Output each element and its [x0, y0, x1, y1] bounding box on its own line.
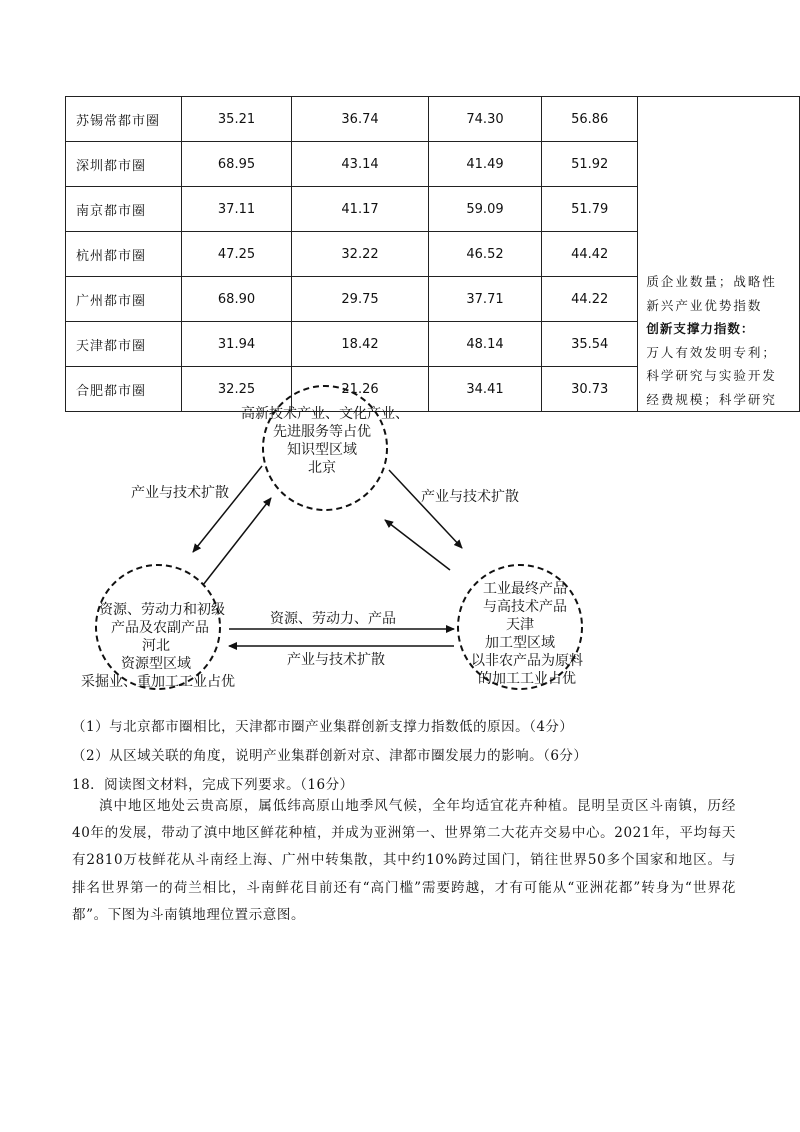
index-value-cell: 37.11 — [181, 187, 291, 232]
index-value-cell: 44.42 — [542, 232, 638, 277]
arrow-left-label: 产业与技术扩散 — [131, 485, 229, 501]
index-value-cell: 74.30 — [428, 97, 541, 142]
question-1: （1）与北京都市圈相比，天津都市圈产业集群创新支撑力指数低的原因。（4分） — [72, 719, 574, 735]
hebei-label-1: 资源、劳动力和初级 — [99, 602, 225, 618]
index-value-cell: 31.94 — [181, 322, 291, 367]
index-value-cell: 21.26 — [292, 367, 429, 412]
index-value-cell: 41.49 — [428, 142, 541, 187]
note-heading: 创新支撑力指数： — [646, 321, 755, 336]
metro-name-cell: 深圳都市圈 — [66, 142, 182, 187]
material-paragraph: 滇中地区地处云贵高原，属低纬高原山地季风气候，全年均适宜花卉种植。昆明呈贡区斗南镇，历经40年的发展，带动了滇中地区鲜花种植，并成为亚洲第一、世界第二大花卉交易中心。2021年，平均每天有2810万枝鲜花从斗南经上海、广州中转集散，其中约10%跨过国门，销往世界50多个国家和地区。与排名世界第一的荷兰相比，斗南鲜花目前还有“高门槛”需要跨越，才有可能从“亚洲花都”转身为“世界花都”。下图为斗南镇地理位置示意图。 — [72, 798, 736, 923]
metro-name-cell: 广州都市圈 — [66, 277, 182, 322]
metro-index-table — [65, 96, 800, 412]
note-line: 科学研究与实验开发 — [646, 368, 777, 383]
tianjin-label-5: 以非农产品为原料 — [471, 653, 583, 669]
note-line: 新兴产业优势指数 — [646, 297, 763, 313]
note-line: 经费规模；科学研究 — [646, 391, 777, 407]
question-18: 18．阅读图文材料，完成下列要求。（16分） — [72, 777, 354, 793]
index-value-cell: 36.74 — [292, 97, 429, 142]
index-value-cell: 56.86 — [542, 97, 638, 142]
beijing-label-3: 知识型区域 — [287, 442, 357, 458]
metro-name-cell: 天津都市圈 — [66, 322, 182, 367]
index-value-cell: 35.54 — [542, 322, 638, 367]
table-row — [66, 97, 800, 142]
note-line: 万人有效发明专利； — [646, 344, 777, 360]
hebei-label-5: 采掘业、重加工工业占优 — [81, 674, 235, 690]
index-value-cell: 44.22 — [542, 277, 638, 322]
index-value-cell: 48.14 — [428, 322, 541, 367]
metro-name-cell: 苏锡常都市圈 — [66, 97, 182, 142]
arrow-bottom-top-label: 资源、劳动力、产品 — [270, 611, 396, 627]
hebei-label-3: 河北 — [142, 638, 170, 654]
index-value-cell: 35.21 — [181, 97, 291, 142]
tianjin-label-6: 的加工工业占优 — [478, 671, 576, 687]
index-value-cell: 32.22 — [292, 232, 429, 277]
index-value-cell: 68.90 — [181, 277, 291, 322]
regional-linkage-diagram — [0, 380, 800, 700]
index-value-cell: 18.42 — [292, 322, 429, 367]
index-value-cell: 41.17 — [292, 187, 429, 232]
hebei-label-4: 资源型区域 — [121, 656, 191, 672]
index-value-cell: 32.25 — [181, 367, 291, 412]
index-value-cell: 51.79 — [542, 187, 638, 232]
tianjin-label-2: 与高技术产品 — [483, 599, 567, 615]
tianjin-label-4: 加工型区域 — [485, 635, 555, 651]
metro-name-cell: 杭州都市圈 — [66, 232, 182, 277]
index-value-cell: 29.75 — [292, 277, 429, 322]
beijing-label-2: 先进服务等占优 — [273, 424, 371, 440]
index-value-cell: 43.14 — [292, 142, 429, 187]
indicator-note-cell — [638, 97, 800, 412]
metro-name-cell: 合肥都市圈 — [66, 367, 182, 412]
question-2: （2）从区域关联的角度，说明产业集群创新对京、津都市圈发展力的影响。（6分） — [72, 748, 588, 764]
index-value-cell: 68.95 — [181, 142, 291, 187]
arrow-beijing-to-hebei — [193, 466, 262, 552]
index-value-cell: 46.52 — [428, 232, 541, 277]
index-value-cell: 59.09 — [428, 187, 541, 232]
tianjin-label-1: 工业最终产品 — [483, 581, 567, 597]
beijing-label-1: 高新技术产业、文化产业、 — [241, 406, 409, 422]
tianjin-label-3: 天津 — [506, 617, 534, 633]
index-value-cell: 34.41 — [428, 367, 541, 412]
hebei-label-2: 产品及农副产品 — [111, 620, 209, 636]
note-line: 质企业数量；战略性 — [646, 274, 777, 289]
index-value-cell: 47.25 — [181, 232, 291, 277]
index-value-cell: 37.71 — [428, 277, 541, 322]
arrow-bottom-bottom-label: 产业与技术扩散 — [287, 652, 385, 668]
index-value-cell: 30.73 — [542, 367, 638, 412]
arrow-hebei-to-beijing — [203, 498, 271, 585]
metro-name-cell: 南京都市圈 — [66, 187, 182, 232]
arrow-right-label: 产业与技术扩散 — [421, 489, 519, 505]
index-value-cell: 51.92 — [542, 142, 638, 187]
beijing-label-4: 北京 — [308, 460, 336, 476]
arrow-beijing-to-tianjin — [389, 470, 462, 548]
arrow-tianjin-to-beijing — [385, 520, 450, 570]
